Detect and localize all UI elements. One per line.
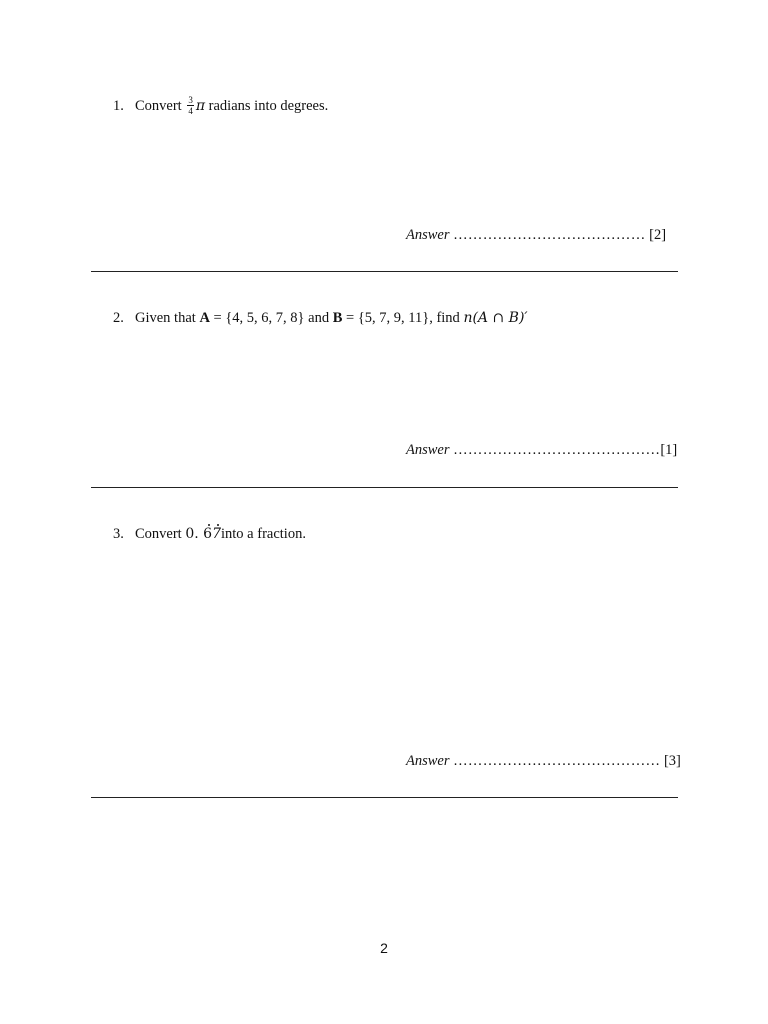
set-b-elements: = {5, 7, 9, 11}, find [346,310,460,326]
decimal-lead: 0. [185,526,199,542]
set-a-name: A [199,310,210,326]
set-b-name: B [332,310,343,326]
question-number: 2. [113,310,124,326]
question-text-prefix: Convert [135,526,182,542]
question-text-given: Given that [135,310,196,326]
set-expression: n(A ∩ B)′ [463,310,528,326]
page-number: 2 [380,940,388,956]
fraction-numerator: 3 [188,95,193,105]
section-divider-2 [91,487,678,488]
marks-label: [1] [660,442,678,458]
recurring-digit-7: 7 [212,526,221,542]
answer-dots: ………………………………… [453,227,646,243]
answer-line-3[interactable] [406,752,681,770]
answer-dots: …………………………………… [453,753,661,769]
fraction-denominator: 4 [188,106,193,116]
fraction-three-quarters [187,95,194,116]
question-text-prefix: Convert [135,97,182,114]
set-a-elements: = {4, 5, 6, 7, 8} and [213,310,330,326]
section-divider-3 [91,797,678,798]
answer-line-2[interactable] [406,441,677,459]
question-2 [113,309,528,327]
marks-label: [2] [649,227,667,243]
question-number: 3. [113,526,124,542]
question-number: 1. [113,97,124,114]
answer-label: Answer [406,227,450,243]
question-text-suffix: into a fraction. [221,526,306,542]
question-1 [113,96,328,117]
answer-label: Answer [406,753,450,769]
recurring-decimal [185,526,221,542]
question-text-suffix: radians into degrees. [208,97,329,114]
answer-line-1[interactable] [406,226,666,244]
question-3 [113,525,306,543]
answer-dots: …………………………………… [453,442,661,458]
section-divider-1 [91,271,678,272]
recurring-digit-6: 6 [203,526,213,542]
marks-label: [3] [663,753,681,769]
answer-label: Answer [406,442,450,458]
pi-symbol: π [195,97,206,114]
